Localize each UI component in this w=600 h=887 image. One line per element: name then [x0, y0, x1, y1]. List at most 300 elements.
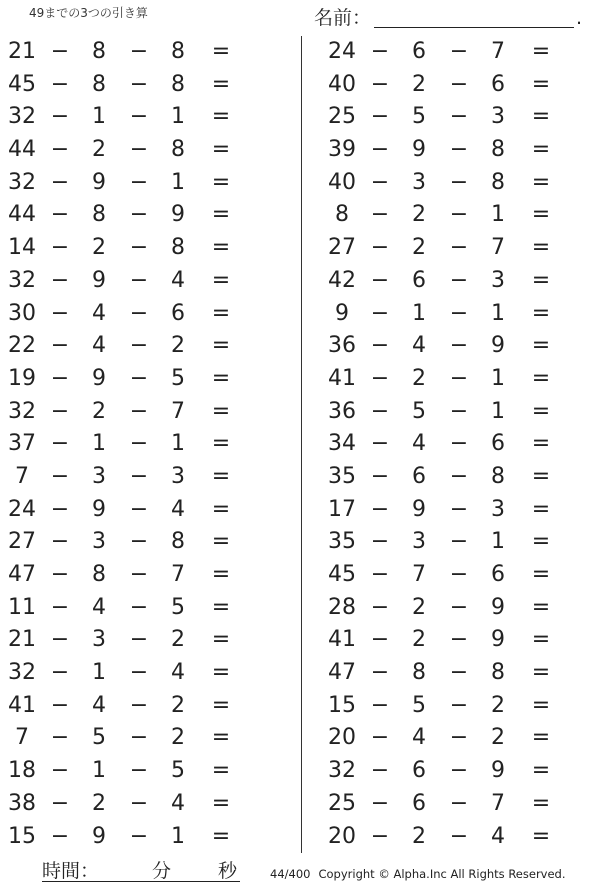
- minuend: 32: [8, 104, 36, 130]
- equals-sign: =: [211, 365, 231, 391]
- problem-row: [0, 657, 290, 690]
- subtrahend-1: 2: [412, 365, 426, 391]
- minus-sign: −: [449, 758, 469, 784]
- subtrahend-2: 6: [491, 431, 505, 457]
- equals-sign: =: [531, 594, 551, 620]
- minus-sign: −: [129, 137, 149, 163]
- minus-sign: −: [50, 39, 70, 64]
- problem-row: [320, 592, 600, 625]
- problem-row: [320, 722, 600, 755]
- minus-sign: −: [50, 235, 70, 261]
- subtrahend-1: 6: [412, 758, 426, 784]
- minus-sign: −: [449, 267, 469, 293]
- equals-sign: =: [531, 431, 551, 457]
- minuend: 36: [328, 398, 356, 424]
- problem-row: [320, 559, 600, 592]
- minus-sign: −: [370, 365, 390, 391]
- minus-sign: −: [129, 692, 149, 718]
- problem-row: [0, 690, 290, 723]
- subtrahend-2: 9: [491, 333, 505, 359]
- problem-row: [320, 265, 600, 298]
- equals-sign: =: [211, 202, 231, 228]
- subtrahend-1: 8: [92, 562, 106, 587]
- subtrahend-2: 8: [171, 71, 185, 97]
- minus-sign: −: [449, 562, 469, 587]
- minuend: 15: [328, 692, 356, 718]
- subtrahend-2: 1: [171, 169, 185, 195]
- problem-row: [320, 396, 600, 429]
- problem-row: [0, 298, 290, 331]
- minus-sign: −: [449, 660, 469, 686]
- subtrahend-2: 2: [171, 333, 185, 359]
- minuend: 21: [8, 39, 36, 64]
- minus-sign: −: [50, 725, 70, 751]
- subtrahend-1: 8: [92, 71, 106, 97]
- minus-sign: −: [129, 431, 149, 457]
- name-label: 名前：: [314, 7, 372, 29]
- problem-row: [320, 232, 600, 265]
- minus-sign: −: [449, 202, 469, 228]
- minus-sign: −: [449, 823, 469, 849]
- minus-sign: −: [129, 267, 149, 293]
- minus-sign: −: [370, 823, 390, 849]
- minus-sign: −: [50, 300, 70, 326]
- minuend: 25: [328, 104, 356, 130]
- subtrahend-1: 8: [412, 660, 426, 686]
- name-dot: .: [576, 7, 583, 29]
- subtrahend-2: 9: [491, 594, 505, 620]
- minuend: 32: [8, 398, 36, 424]
- subtrahend-2: 1: [491, 300, 505, 326]
- subtrahend-2: 9: [171, 202, 185, 228]
- minus-sign: −: [129, 627, 149, 653]
- subtrahend-1: 3: [92, 627, 106, 653]
- problem-row: [320, 461, 600, 494]
- equals-sign: =: [531, 627, 551, 653]
- subtrahend-1: 5: [412, 104, 426, 130]
- subtrahend-2: 8: [491, 169, 505, 195]
- minuend: 40: [328, 71, 356, 97]
- equals-sign: =: [531, 725, 551, 751]
- minus-sign: −: [370, 463, 390, 489]
- subtrahend-2: 4: [171, 267, 185, 293]
- problem-row: [0, 69, 290, 102]
- subtrahend-2: 6: [491, 562, 505, 587]
- subtrahend-1: 6: [412, 267, 426, 293]
- minus-sign: −: [129, 725, 149, 751]
- equals-sign: =: [531, 529, 551, 555]
- minus-sign: −: [50, 398, 70, 424]
- minus-sign: −: [50, 692, 70, 718]
- minus-sign: −: [370, 71, 390, 97]
- minuend: 20: [328, 823, 356, 849]
- minus-sign: −: [129, 365, 149, 391]
- equals-sign: =: [211, 398, 231, 424]
- minuend: 35: [328, 463, 356, 489]
- equals-sign: =: [211, 463, 231, 489]
- minus-sign: −: [370, 758, 390, 784]
- seconds-label: 秒: [218, 860, 238, 882]
- subtrahend-1: 1: [92, 431, 106, 457]
- subtrahend-1: 1: [92, 660, 106, 686]
- equals-sign: =: [531, 660, 551, 686]
- minuend: 35: [328, 529, 356, 555]
- minuend: 30: [8, 300, 36, 326]
- equals-sign: =: [211, 104, 231, 130]
- problem-row: [0, 624, 290, 657]
- minus-sign: −: [370, 725, 390, 751]
- equals-sign: =: [211, 627, 231, 653]
- minus-sign: −: [449, 725, 469, 751]
- minus-sign: −: [129, 169, 149, 195]
- subtrahend-2: 1: [491, 365, 505, 391]
- subtrahend-2: 7: [491, 790, 505, 816]
- time-field[interactable]: [42, 858, 242, 884]
- problem-row: [0, 461, 290, 494]
- subtrahend-2: 5: [171, 758, 185, 784]
- equals-sign: =: [211, 496, 231, 522]
- subtrahend-1: 6: [412, 39, 426, 64]
- subtrahend-1: 3: [92, 463, 106, 489]
- subtrahend-2: 2: [491, 692, 505, 718]
- minus-sign: −: [129, 562, 149, 587]
- minus-sign: −: [449, 169, 469, 195]
- subtrahend-2: 7: [171, 562, 185, 587]
- equals-sign: =: [211, 594, 231, 620]
- minus-sign: −: [129, 235, 149, 261]
- name-underline[interactable]: [374, 27, 574, 28]
- minuend: 11: [8, 594, 36, 620]
- minus-sign: −: [449, 463, 469, 489]
- problem-row: [0, 494, 290, 527]
- equals-sign: =: [531, 496, 551, 522]
- problem-row: [0, 265, 290, 298]
- minus-sign: −: [370, 169, 390, 195]
- problem-row: [320, 134, 600, 167]
- subtrahend-1: 2: [412, 71, 426, 97]
- problem-row: [320, 690, 600, 723]
- minuend: 14: [8, 235, 36, 261]
- minuend: 17: [328, 496, 356, 522]
- subtrahend-2: 1: [171, 823, 185, 849]
- minuend: 25: [328, 790, 356, 816]
- minuend: 47: [328, 660, 356, 686]
- minus-sign: −: [129, 463, 149, 489]
- problem-row: [320, 755, 600, 788]
- problem-row: [0, 526, 290, 559]
- subtrahend-2: 5: [171, 594, 185, 620]
- problem-row: [0, 330, 290, 363]
- minuend: 32: [328, 758, 356, 784]
- minuend: 38: [8, 790, 36, 816]
- subtrahend-2: 2: [171, 627, 185, 653]
- minus-sign: −: [50, 758, 70, 784]
- minuend: 15: [8, 823, 36, 849]
- problem-row: [0, 821, 290, 854]
- minuend: 9: [335, 300, 349, 326]
- minus-sign: −: [129, 758, 149, 784]
- minuend: 41: [8, 692, 36, 718]
- minuend: 21: [8, 627, 36, 653]
- subtrahend-1: 7: [412, 562, 426, 587]
- equals-sign: =: [211, 823, 231, 849]
- problem-row: [0, 592, 290, 625]
- subtrahend-1: 2: [412, 235, 426, 261]
- minuend: 41: [328, 627, 356, 653]
- subtrahend-1: 2: [412, 823, 426, 849]
- minus-sign: −: [370, 137, 390, 163]
- subtrahend-2: 1: [491, 529, 505, 555]
- problem-row: [320, 330, 600, 363]
- problem-row: [320, 101, 600, 134]
- minus-sign: −: [449, 398, 469, 424]
- minuend: 24: [8, 496, 36, 522]
- minus-sign: −: [50, 137, 70, 163]
- left-problem-column: [0, 36, 290, 853]
- worksheet-title: 49までの3つの引き算: [29, 6, 148, 20]
- minus-sign: −: [50, 169, 70, 195]
- minus-sign: −: [370, 496, 390, 522]
- subtrahend-1: 4: [92, 333, 106, 359]
- problem-row: [320, 36, 600, 69]
- problem-row: [320, 657, 600, 690]
- minus-sign: −: [129, 71, 149, 97]
- equals-sign: =: [531, 365, 551, 391]
- equals-sign: =: [211, 71, 231, 97]
- problem-row: [320, 526, 600, 559]
- minus-sign: −: [449, 71, 469, 97]
- minuend: 19: [8, 365, 36, 391]
- minus-sign: −: [370, 333, 390, 359]
- minus-sign: −: [129, 333, 149, 359]
- subtrahend-1: 3: [412, 169, 426, 195]
- minus-sign: −: [129, 496, 149, 522]
- minus-sign: −: [50, 104, 70, 130]
- problem-row: [0, 722, 290, 755]
- equals-sign: =: [531, 39, 551, 64]
- problem-row: [320, 363, 600, 396]
- equals-sign: =: [211, 758, 231, 784]
- minuend: 36: [328, 333, 356, 359]
- subtrahend-1: 9: [92, 169, 106, 195]
- equals-sign: =: [531, 71, 551, 97]
- problem-row: [320, 788, 600, 821]
- equals-sign: =: [211, 300, 231, 326]
- subtrahend-2: 1: [491, 398, 505, 424]
- subtrahend-2: 6: [171, 300, 185, 326]
- minus-sign: −: [129, 300, 149, 326]
- equals-sign: =: [531, 692, 551, 718]
- minus-sign: −: [50, 71, 70, 97]
- minus-sign: −: [129, 660, 149, 686]
- problem-row: [0, 199, 290, 232]
- subtrahend-1: 1: [92, 104, 106, 130]
- minuend: 44: [8, 202, 36, 228]
- minus-sign: −: [370, 790, 390, 816]
- minus-sign: −: [449, 365, 469, 391]
- minus-sign: −: [50, 496, 70, 522]
- name-field[interactable]: [314, 6, 584, 30]
- subtrahend-1: 4: [92, 692, 106, 718]
- problem-row: [320, 494, 600, 527]
- minus-sign: −: [50, 431, 70, 457]
- page-number: 44/400: [270, 867, 311, 881]
- equals-sign: =: [531, 562, 551, 587]
- minuend: 32: [8, 267, 36, 293]
- minus-sign: −: [50, 365, 70, 391]
- minus-sign: −: [50, 823, 70, 849]
- minus-sign: −: [449, 431, 469, 457]
- minuend: 7: [15, 463, 29, 489]
- equals-sign: =: [211, 529, 231, 555]
- minuend: 20: [328, 725, 356, 751]
- minus-sign: −: [50, 594, 70, 620]
- equals-sign: =: [531, 823, 551, 849]
- subtrahend-2: 8: [491, 463, 505, 489]
- subtrahend-2: 8: [491, 660, 505, 686]
- right-problem-column: [320, 36, 600, 853]
- subtrahend-1: 9: [92, 496, 106, 522]
- minuend: 18: [8, 758, 36, 784]
- minuend: 39: [328, 137, 356, 163]
- minus-sign: −: [129, 39, 149, 64]
- minus-sign: −: [50, 660, 70, 686]
- minuend: 37: [8, 431, 36, 457]
- subtrahend-2: 4: [171, 496, 185, 522]
- problem-row: [320, 624, 600, 657]
- problem-row: [0, 101, 290, 134]
- minus-sign: −: [370, 562, 390, 587]
- problem-row: [0, 167, 290, 200]
- equals-sign: =: [531, 398, 551, 424]
- subtrahend-1: 1: [92, 758, 106, 784]
- minus-sign: −: [370, 104, 390, 130]
- minus-sign: −: [50, 562, 70, 587]
- subtrahend-2: 7: [491, 39, 505, 64]
- problem-row: [0, 559, 290, 592]
- subtrahend-2: 8: [171, 137, 185, 163]
- subtrahend-1: 4: [92, 300, 106, 326]
- subtrahend-2: 1: [171, 431, 185, 457]
- subtrahend-2: 3: [491, 267, 505, 293]
- equals-sign: =: [211, 235, 231, 261]
- subtrahend-2: 2: [171, 692, 185, 718]
- minus-sign: −: [50, 529, 70, 555]
- minus-sign: −: [129, 594, 149, 620]
- subtrahend-1: 6: [412, 790, 426, 816]
- minus-sign: −: [370, 627, 390, 653]
- problem-row: [0, 363, 290, 396]
- minus-sign: −: [449, 790, 469, 816]
- equals-sign: =: [531, 790, 551, 816]
- subtrahend-2: 8: [171, 235, 185, 261]
- equals-sign: =: [211, 169, 231, 195]
- equals-sign: =: [211, 39, 231, 64]
- subtrahend-2: 4: [171, 790, 185, 816]
- subtrahend-1: 9: [92, 823, 106, 849]
- subtrahend-2: 3: [171, 463, 185, 489]
- problem-row: [0, 134, 290, 167]
- equals-sign: =: [531, 104, 551, 130]
- minuend: 27: [328, 235, 356, 261]
- problem-row: [0, 36, 290, 69]
- equals-sign: =: [211, 725, 231, 751]
- minus-sign: −: [50, 202, 70, 228]
- minus-sign: −: [129, 790, 149, 816]
- subtrahend-1: 2: [92, 790, 106, 816]
- minus-sign: −: [50, 333, 70, 359]
- subtrahend-2: 6: [491, 71, 505, 97]
- minuend: 22: [8, 333, 36, 359]
- subtrahend-2: 5: [171, 365, 185, 391]
- minuend: 24: [328, 39, 356, 64]
- minuend: 32: [8, 169, 36, 195]
- minus-sign: −: [129, 104, 149, 130]
- equals-sign: =: [211, 692, 231, 718]
- minus-sign: −: [370, 660, 390, 686]
- equals-sign: =: [531, 169, 551, 195]
- subtrahend-2: 8: [491, 137, 505, 163]
- equals-sign: =: [531, 202, 551, 228]
- minus-sign: −: [449, 496, 469, 522]
- minus-sign: −: [370, 398, 390, 424]
- subtrahend-2: 2: [171, 725, 185, 751]
- minus-sign: −: [370, 39, 390, 64]
- subtrahend-1: 9: [92, 267, 106, 293]
- minus-sign: −: [370, 692, 390, 718]
- minuend: 41: [328, 365, 356, 391]
- equals-sign: =: [531, 300, 551, 326]
- subtrahend-1: 2: [92, 235, 106, 261]
- minus-sign: −: [370, 267, 390, 293]
- subtrahend-1: 4: [412, 333, 426, 359]
- minus-sign: −: [50, 267, 70, 293]
- equals-sign: =: [211, 660, 231, 686]
- minus-sign: −: [129, 398, 149, 424]
- minus-sign: −: [449, 235, 469, 261]
- equals-sign: =: [211, 267, 231, 293]
- time-underline: [42, 881, 240, 882]
- minus-sign: −: [449, 333, 469, 359]
- subtrahend-2: 1: [171, 104, 185, 130]
- subtrahend-1: 9: [92, 365, 106, 391]
- subtrahend-1: 9: [412, 137, 426, 163]
- minuend: 27: [8, 529, 36, 555]
- subtrahend-1: 2: [412, 594, 426, 620]
- equals-sign: =: [531, 267, 551, 293]
- problem-row: [0, 788, 290, 821]
- subtrahend-1: 6: [412, 463, 426, 489]
- problem-row: [320, 199, 600, 232]
- problem-row: [320, 167, 600, 200]
- minuend: 45: [8, 71, 36, 97]
- subtrahend-2: 4: [171, 660, 185, 686]
- subtrahend-2: 4: [491, 823, 505, 849]
- subtrahend-1: 8: [92, 39, 106, 64]
- subtrahend-1: 9: [412, 496, 426, 522]
- minutes-label: 分: [152, 860, 172, 882]
- minuend: 44: [8, 137, 36, 163]
- minuend: 34: [328, 431, 356, 457]
- subtrahend-1: 2: [412, 627, 426, 653]
- equals-sign: =: [531, 333, 551, 359]
- subtrahend-1: 4: [412, 725, 426, 751]
- minus-sign: −: [370, 300, 390, 326]
- subtrahend-2: 3: [491, 496, 505, 522]
- equals-sign: =: [211, 431, 231, 457]
- minuend: 45: [328, 562, 356, 587]
- subtrahend-1: 8: [92, 202, 106, 228]
